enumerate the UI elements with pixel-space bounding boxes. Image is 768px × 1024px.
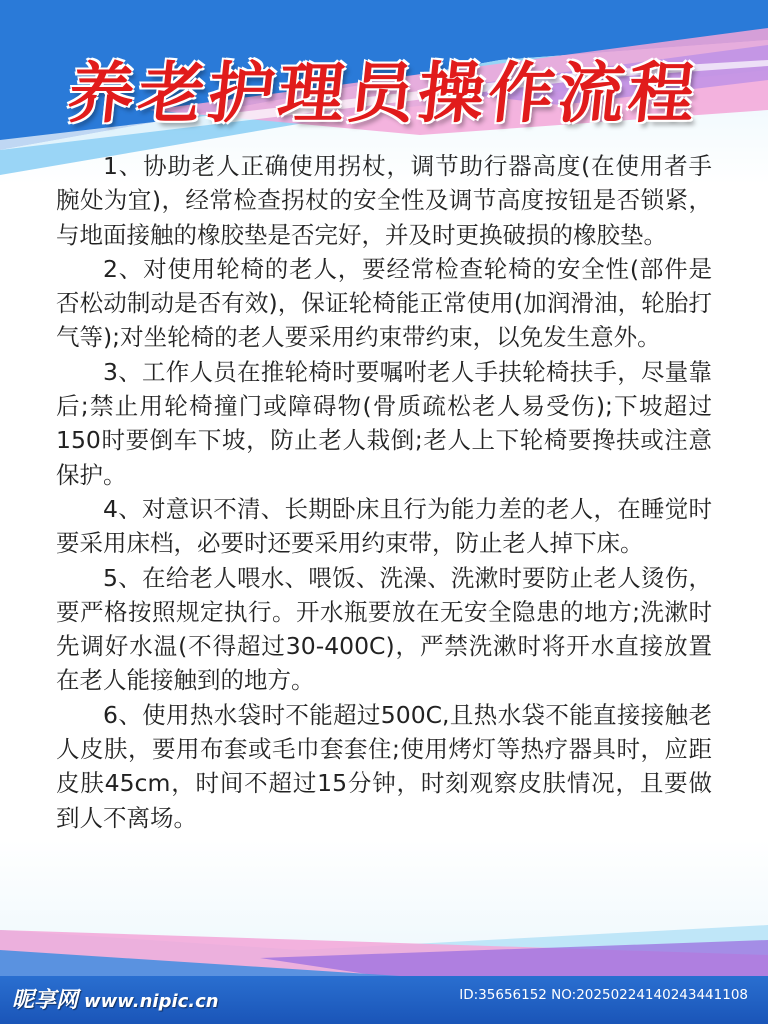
watermark-logo [12,983,219,1014]
watermark-id: ID:35656152 NO:20250224140243441108 [459,987,748,1003]
procedure-step-3: 3、工作人员在推轮椅时要嘱咐老人手扶轮椅扶手，尽量靠后;禁止用轮椅撞门或障碍物(骨质疏松老人易受伤);下坡超过150时要倒车下坡，防止老人栽倒;老人上下轮椅要搀扶或注意保护。 [56,357,712,489]
watermark-url: www.nipic.cn [84,991,219,1012]
procedure-step-5: 5、在给老人喂水、喂饭、洗澡、洗漱时要防止老人烫伤，要严格按照规定执行。开水瓶要放在无安全隐患的地方;洗漱时先调好水温(不得超过30-400C)，严禁洗漱时将开水直接放置在老人能接触到的地方。 [56,563,712,695]
procedure-step-1: 1、协助老人正确使用拐杖，调节助行器高度(在使用者手腕处为宜)，经常检查拐杖的安全性及调节高度按钮是否锁紧，与地面接触的橡胶垫是否完好，并及时更换破损的橡胶垫。 [56,152,712,249]
procedure-step-6: 6、使用热水袋时不能超过500C,且热水袋不能直接接触老人皮肤，要用布套或毛巾套套住;使用烤灯等热疗器具时，应距皮肤45cm，时间不超过15分钟，时刻观察皮肤情况，且要做到人不离场。 [56,700,712,832]
procedure-step-4: 4、对意识不清、长期卧床且行为能力差的老人，在睡觉时要采用床档，必要时还要采用约束带，防止老人掉下床。 [56,494,712,558]
watermark-logo-text: 昵享网 [12,988,79,1013]
procedure-step-2: 2、对使用轮椅的老人，要经常检查轮椅的安全性(部件是否松动制动是否有效)，保证轮椅能正常使用(加润滑油，轮胎打气等);对坐轮椅的老人要采用约束带约束，以免发生意外。 [56,254,712,352]
poster-title: 养老护理员操作流程 [64,54,703,132]
procedure-content [56,149,712,835]
